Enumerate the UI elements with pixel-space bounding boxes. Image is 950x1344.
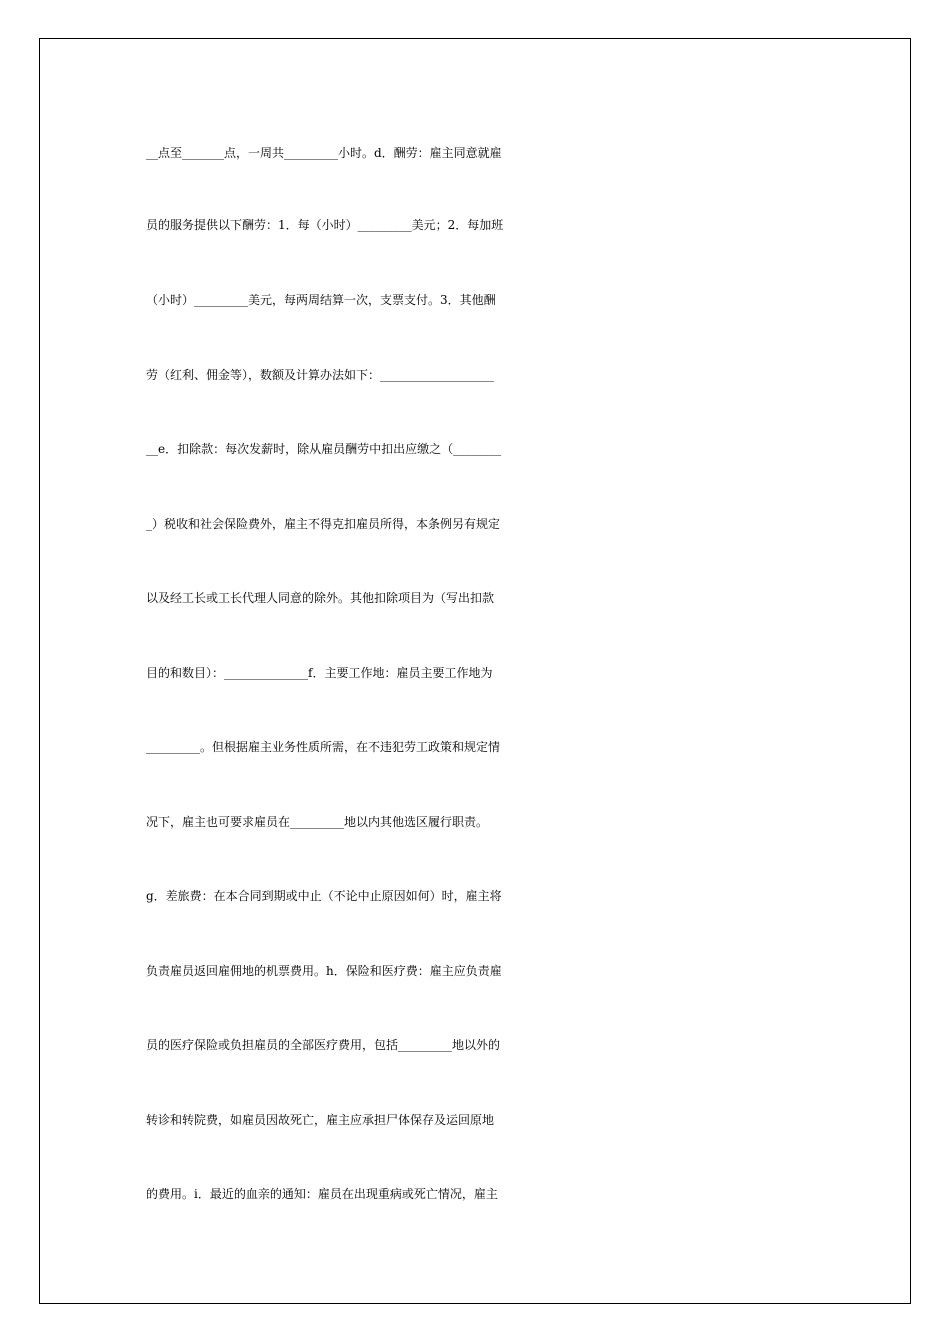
text-line-4: 劳（红利、佣金等），数额及计算办法如下：___________________ <box>146 368 495 382</box>
text-line-11: g．差旅费：在本合同到期或中止（不论中止原因如何）时，雇主将 <box>146 889 502 903</box>
text-line-6: _）税收和社会保险费外，雇主不得克扣雇员所得，本条例另有规定 <box>146 517 501 531</box>
text-line-5: __e．扣除款：每次发薪时，除从雇员酬劳中扣出应缴之（________ <box>146 442 502 456</box>
text-line-13: 员的医疗保险或负担雇员的全部医疗费用，包括_________地以外的 <box>146 1038 501 1052</box>
text-line-12: 负责雇员返回雇佣地的机票费用。h．保险和医疗费：雇主应负责雇 <box>146 964 502 978</box>
text-line-2: 员的服务提供以下酬劳：1．每（小时）_________美元；2．每加班 <box>146 218 504 232</box>
text-line-15: 的费用。i．最近的血亲的通知：雇员在出现重病或死亡情况，雇主 <box>146 1187 498 1201</box>
text-line-3: （小时）_________美元，每两周结算一次，支票支付。3．其他酬 <box>146 293 496 307</box>
text-line-9: _________。但根据雇主业务性质所需，在不违犯劳工政策和规定情 <box>146 740 501 754</box>
text-line-7: 以及经工长或工长代理人同意的除外。其他扣除项目为（写出扣款 <box>146 591 495 605</box>
text-line-1: __点至_______点，一周共_________小时。d．酬劳：雇主同意就雇 <box>146 146 502 160</box>
text-line-14: 转诊和转院费，如雇员因故死亡，雇主应承担尸体保存及运回原地 <box>146 1113 495 1127</box>
text-line-8: 目的和数目）：______________f．主要工作地：雇员主要工作地为 <box>146 666 493 680</box>
text-line-10: 况下，雇主也可要求雇员在_________地以内其他选区履行职责。 <box>146 815 489 829</box>
